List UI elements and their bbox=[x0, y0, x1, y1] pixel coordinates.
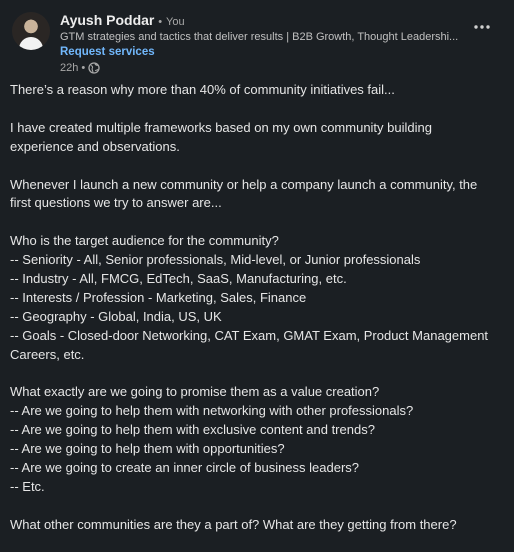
name-separator: • bbox=[158, 16, 163, 28]
post-line: -- Are we going to create an inner circle of business leaders? bbox=[10, 460, 360, 476]
post-line: -- Industry - All, FMCG, EdTech, SaaS, Manufacturing, etc. bbox=[10, 271, 347, 287]
post-line: -- Interests / Profession - Marketing, Sales, Finance bbox=[10, 289, 307, 305]
post-line: experience and observations. bbox=[10, 138, 180, 154]
post-line: There’s a reason why more than 40% of community initiatives fail... bbox=[10, 82, 395, 97]
post-body bbox=[10, 81, 500, 535]
avatar[interactable] bbox=[12, 12, 50, 50]
post-line: Who is the target audience for the community? bbox=[10, 233, 279, 249]
post-line: first questions we try to answer are... bbox=[10, 195, 222, 211]
author-meta bbox=[60, 10, 470, 76]
post-line: -- Are we going to help them with opportunities? bbox=[10, 441, 285, 457]
author-headline: GTM strategies and tactics that deliver results | B2B Growth, Thought Leadershi... bbox=[60, 31, 459, 43]
post-line: I have created multiple frameworks based on my own community building bbox=[10, 119, 432, 135]
time-label: 22h bbox=[60, 62, 79, 74]
post-line: Whenever I launch a new community or help a company launch a community, the bbox=[10, 176, 478, 192]
post-line: What exactly are we going to promise them as a value creation? bbox=[10, 384, 380, 400]
time-separator: • bbox=[81, 62, 86, 74]
request-services-link[interactable]: Request services bbox=[60, 46, 155, 58]
post-line: -- Are we going to help them with networking with other professionals? bbox=[10, 403, 414, 419]
name-line bbox=[60, 10, 470, 30]
author-name[interactable]: Ayush Poddar bbox=[60, 12, 155, 28]
post-timestamp bbox=[60, 60, 470, 76]
post-line: -- Etc. bbox=[10, 478, 45, 494]
more-horizontal-icon bbox=[472, 19, 492, 35]
post-line: -- Goals - Closed-door Networking, CAT Exam, GMAT Exam, Product Management bbox=[10, 327, 489, 343]
more-options-button[interactable] bbox=[472, 19, 492, 35]
post-line: -- Geography - Global, India, US, UK bbox=[10, 308, 222, 324]
post-header bbox=[12, 10, 502, 78]
post-line: -- Are we going to help them with exclusive content and trends? bbox=[10, 422, 375, 438]
you-label: You bbox=[166, 16, 185, 28]
post-line: Careers, etc. bbox=[10, 346, 85, 362]
globe-icon bbox=[88, 62, 100, 74]
post-line: -- Seniority - All, Senior professionals, Mid-level, or Junior professionals bbox=[10, 252, 421, 268]
post-line: What other communities are they a part of? What are they getting from there? bbox=[10, 516, 457, 532]
